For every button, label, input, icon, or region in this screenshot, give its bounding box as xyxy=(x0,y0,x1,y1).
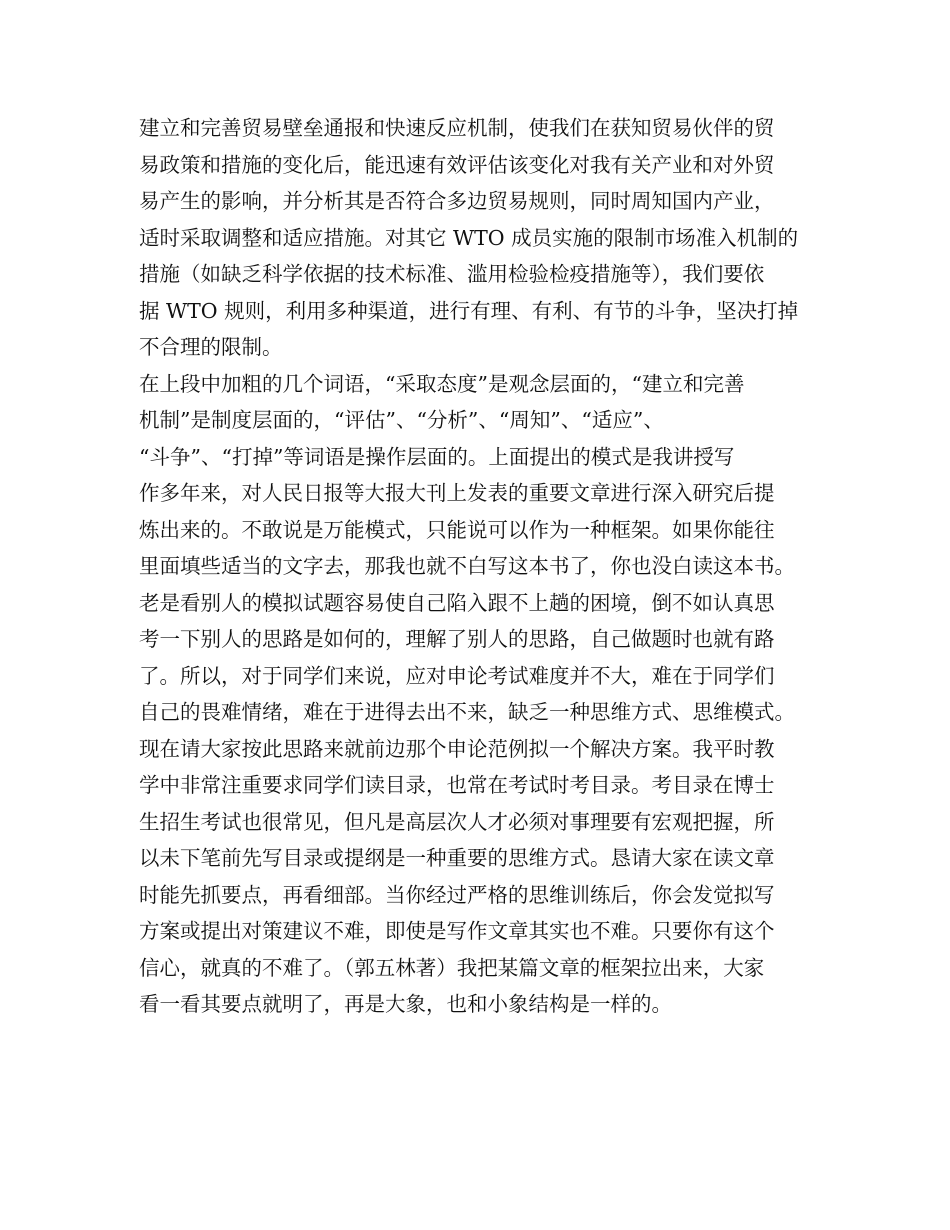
text-line: 适时采取调整和适应措施。对其它 WTO 成员实施的限制市场准入机制的 xyxy=(139,225,799,250)
text-line: 不合理的限制。 xyxy=(139,335,283,359)
text-line: 了。所以，对于同学们来说，应对申论考试难度并不大，难在于同学们 xyxy=(139,663,775,688)
text-line: 信心，就真的不难了。（郭五林著）我把某篇文章的框架拉出来，大家 xyxy=(139,955,765,980)
text-line: 建立和完善贸易壁垒通报和快速反应机制，使我们在获知贸易伙伴的贸 xyxy=(139,116,775,140)
text-line: 在上段中加粗的几个词语，“采取态度”是观念层面的，“建立和完善 xyxy=(139,371,745,396)
text-line: 方案或提出对策建议不难，即使是写作文章其实也不难。只要你有这个 xyxy=(139,919,775,943)
text-line: 里面填些适当的文字去，那我也就不白写这本书了，你也没白读这本书。 xyxy=(139,554,795,578)
text-line: 据 WTO 规则，利用多种渠道，进行有理、有利、有节的斗争，坚决打掉 xyxy=(139,298,799,323)
text-line: 自己的畏难情绪，难在于进得去出不来，缺乏一种思维方式、思维模式。 xyxy=(139,700,795,724)
text-line: 易产生的影响，并分析其是否符合多边贸易规则，同时周知国内产业， xyxy=(139,189,775,213)
text-line: 易政策和措施的变化后，能迅速有效评估该变化对我有关产业和对外贸 xyxy=(139,152,775,177)
body-text xyxy=(139,110,839,1023)
text-line: 老是看别人的模拟试题容易使自己陷入跟不上趟的困境，倒不如认真思 xyxy=(139,590,775,615)
text-line: 措施（如缺乏科学依据的技术标准、滥用检验检疫措施等），我们要依 xyxy=(139,262,765,286)
text-line: 学中非常注重要求同学们读目录，也常在考试时考目录。考目录在博士 xyxy=(139,773,775,797)
text-line: “斗争”、“打掉”等词语是操作层面的。上面提出的模式是我讲授写 xyxy=(139,444,735,469)
text-line: 机制”是制度层面的，“评估”、“分析”、“周知”、“适应”、 xyxy=(139,408,664,432)
text-line: 作多年来，对人民日报等大报大刊上发表的重要文章进行深入研究后提 xyxy=(139,481,775,505)
text-line: 现在请大家按此思路来就前边那个申论范例拟一个解决方案。我平时教 xyxy=(139,736,775,761)
text-line: 生招生考试也很常见，但凡是高层次人才必须对事理要有宏观把握，所 xyxy=(139,809,775,834)
text-line: 炼出来的。不敢说是万能模式，只能说可以作为一种框架。如果你能往 xyxy=(139,517,775,542)
text-line: 以未下笔前先写目录或提纲是一种重要的思维方式。恳请大家在读文章 xyxy=(139,846,775,870)
text-line: 看一看其要点就明了，再是大象，也和小象结构是一样的。 xyxy=(139,992,672,1016)
text-line: 考一下别人的思路是如何的，理解了别人的思路，自己做题时也就有路 xyxy=(139,627,775,651)
text-line: 时能先抓要点，再看细部。当你经过严格的思维训练后，你会发觉拟写 xyxy=(139,882,775,907)
